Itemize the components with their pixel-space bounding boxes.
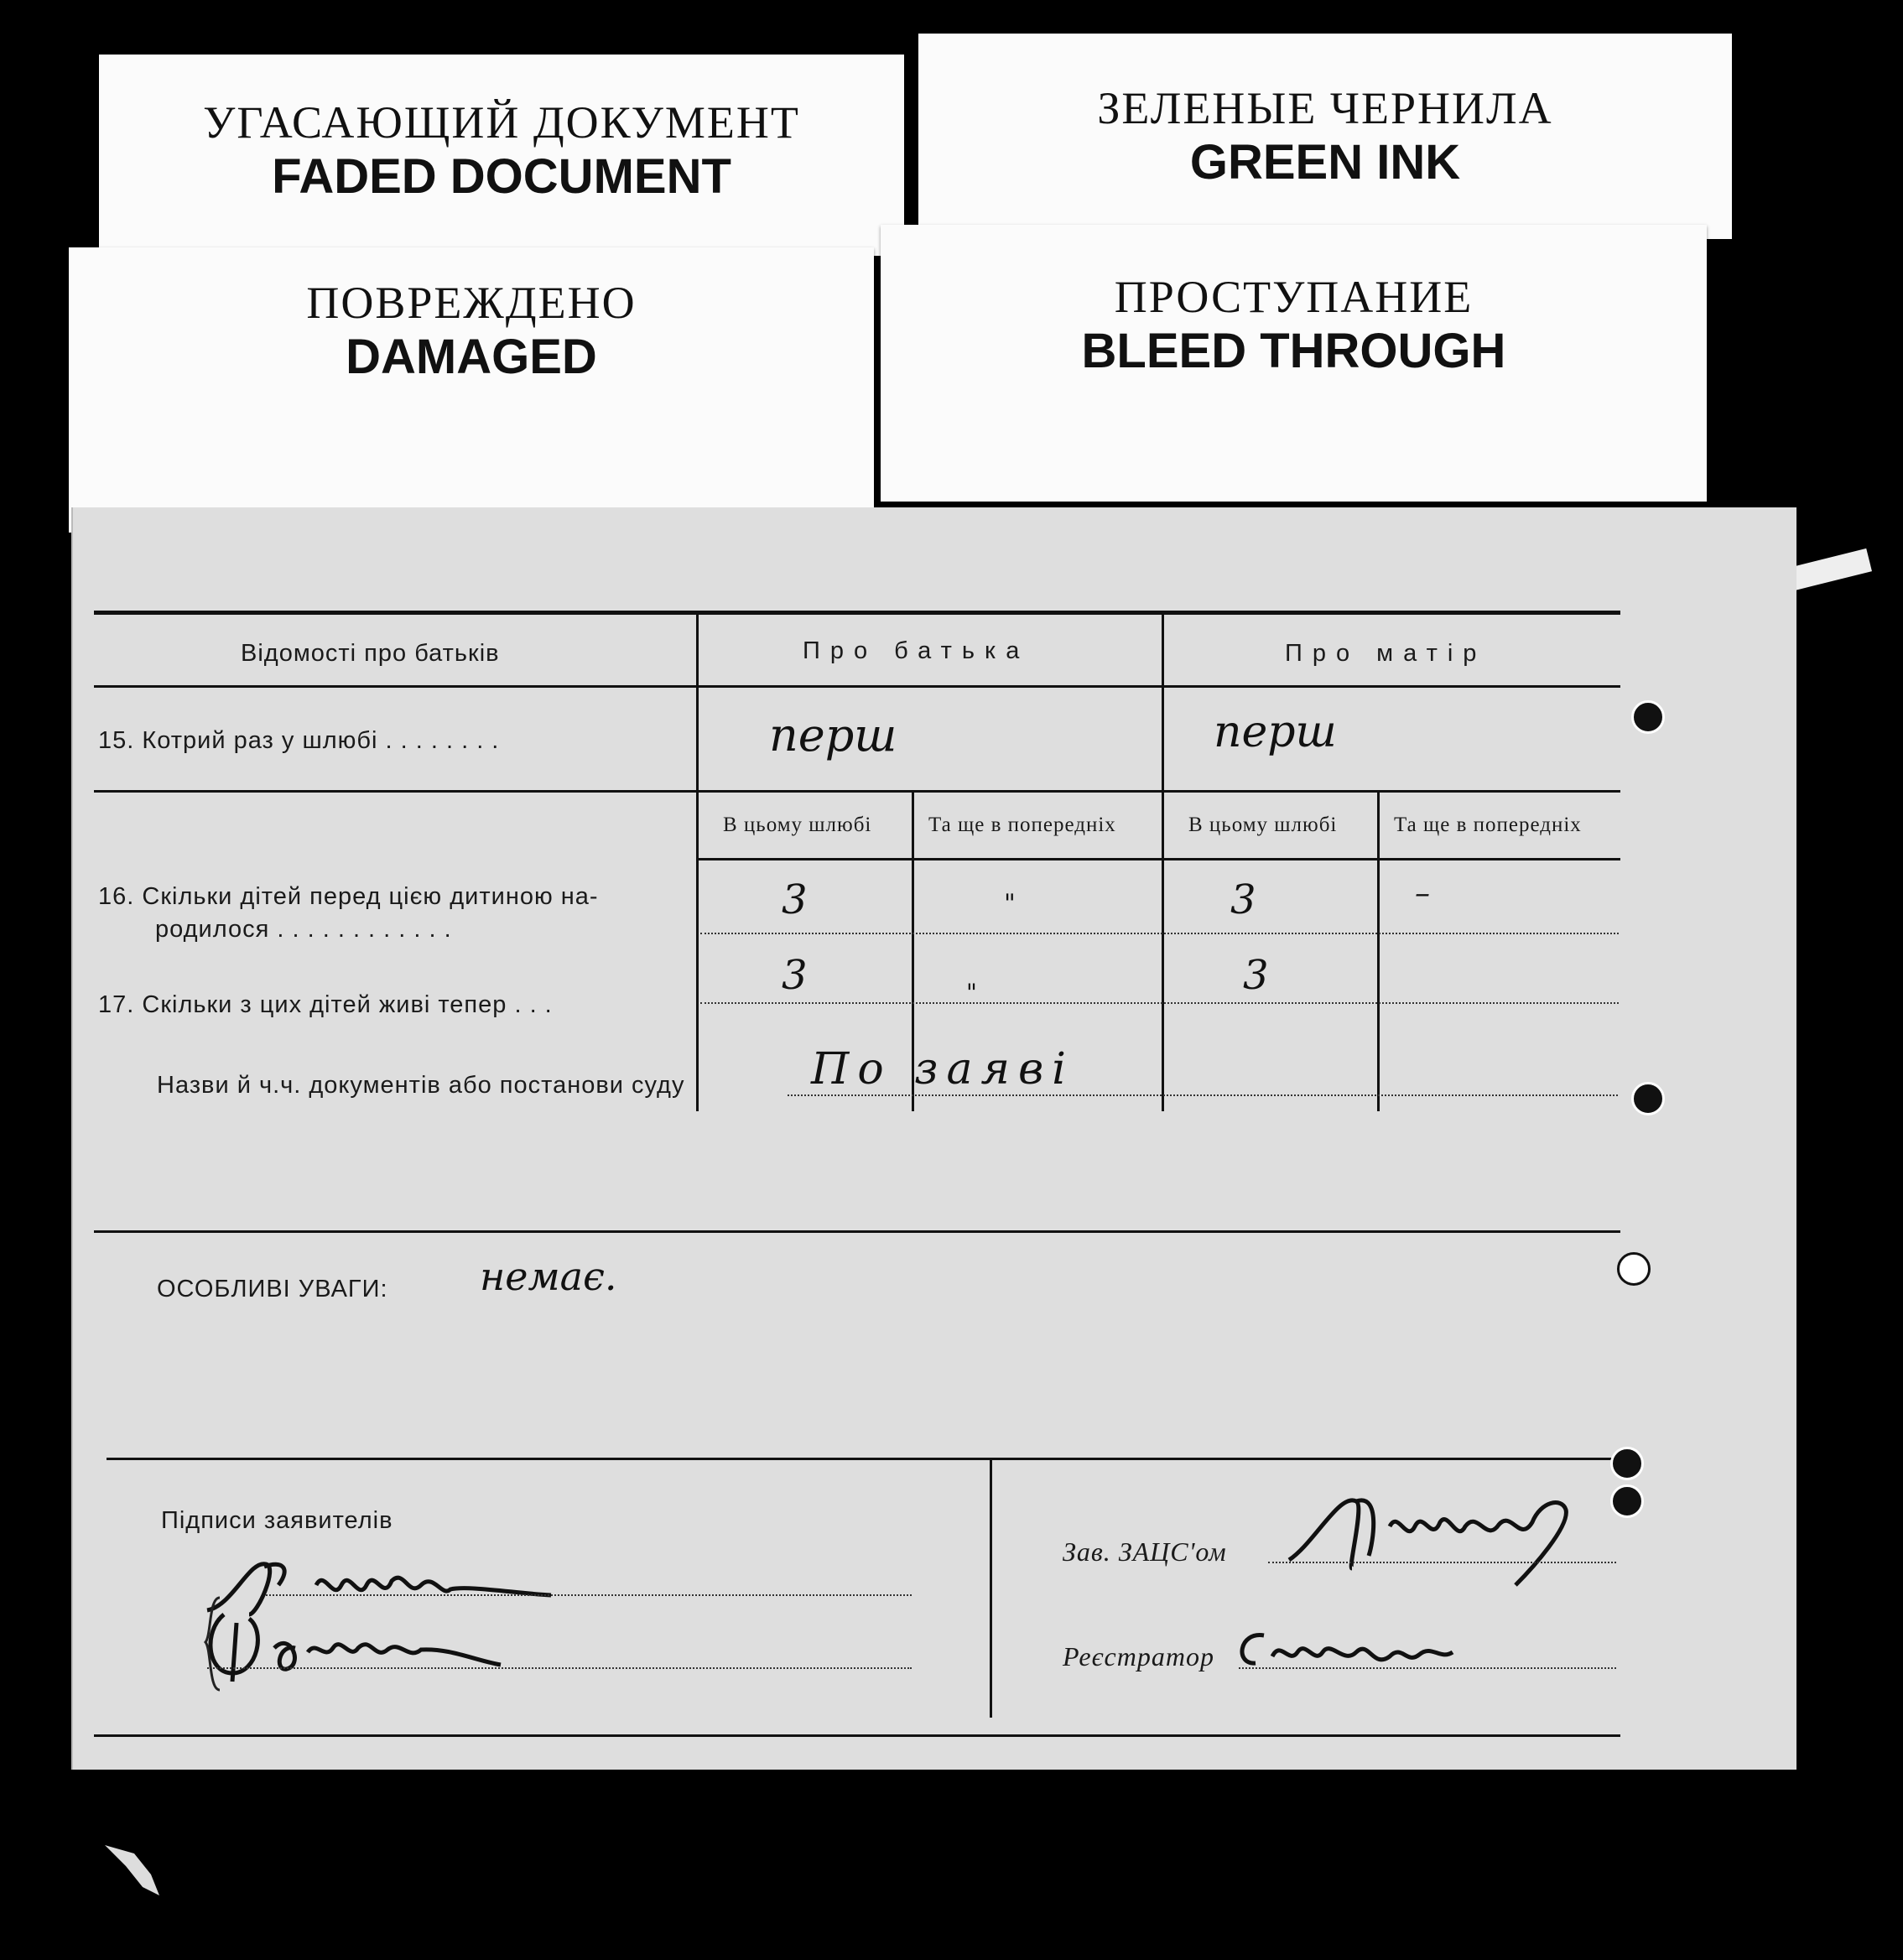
row15-mother-value: перш <box>1214 707 1337 757</box>
sub-mother-this: В цьому шлюбі <box>1188 814 1338 836</box>
row15-label: 15. Котрий раз у шлюбі . . . . . . . . <box>98 727 500 754</box>
registrar-signature-text <box>1264 1635 1286 1645</box>
registrar-label: Реєстратор <box>1063 1641 1214 1671</box>
column-line-sub-mother <box>1377 793 1380 1111</box>
row16-mother-this: 3 <box>1230 876 1256 923</box>
green-ink-label <box>918 34 1732 239</box>
dotted-rule <box>788 1094 1618 1096</box>
bleed-label-en: BLEED THROUGH <box>1081 324 1506 378</box>
rule <box>94 611 1620 615</box>
remarks-label: ОСОБЛИВІ УВАГИ: <box>157 1276 388 1302</box>
sub-father-prev: Та ще в попередніх <box>928 814 1116 836</box>
damaged-label <box>69 247 874 533</box>
rule <box>94 1734 1620 1737</box>
remarks-value: немає. <box>480 1254 617 1299</box>
applicant-signature-2 <box>199 1598 618 1690</box>
dotted-rule <box>1239 1667 1616 1669</box>
punch-hole <box>1610 1484 1644 1518</box>
sub-father-this: В цьому шлюбі <box>723 814 872 836</box>
header-info: Відомості про батьків <box>241 640 500 667</box>
rule <box>107 1458 1620 1460</box>
rule <box>94 1230 1620 1233</box>
brace <box>199 1593 224 1694</box>
row16-label-line1: 16. Скільки дітей перед цією дитиною на- <box>98 883 599 910</box>
faded-label-en: FADED DOCUMENT <box>272 149 731 204</box>
signature-divider <box>990 1458 992 1718</box>
applicant-2-text <box>241 1623 266 1632</box>
header-mother: Про матір <box>1285 640 1487 667</box>
rule <box>94 790 1620 793</box>
registrar-signature <box>1230 1614 1516 1682</box>
applicant-1-text <box>241 1547 274 1557</box>
dotted-rule <box>1268 1562 1616 1563</box>
paper-fragment <box>101 1837 176 1904</box>
row17-label: 17. Скільки з цих дітей живі тепер . . . <box>98 991 553 1018</box>
punch-hole <box>1631 1082 1665 1115</box>
sub-mother-prev: Та ще в попередніх <box>1394 814 1582 836</box>
head-label: Зав. ЗАЦС'ом <box>1063 1536 1227 1567</box>
row17-father-this: 3 <box>782 952 808 999</box>
documents-value: По заяві <box>811 1044 1074 1094</box>
damaged-label-ru: ПОВРЕЖДЕНО <box>306 278 637 328</box>
header-father: Про батька <box>803 637 1030 664</box>
row16-label-line2: родилося . . . . . . . . . . . . <box>155 916 452 943</box>
bleed-label-ru: ПРОСТУПАНИЕ <box>1114 272 1474 322</box>
row16-father-prev: " <box>1004 889 1016 918</box>
green-label-en: GREEN INK <box>1189 135 1461 190</box>
punch-hole <box>1617 1252 1651 1286</box>
head-signature-text <box>1331 1514 1360 1523</box>
row16-father-this: 3 <box>782 876 808 923</box>
dotted-rule <box>700 1002 1619 1004</box>
applicants-label: Підписи заявителів <box>161 1507 393 1534</box>
documents-label: Назви й ч.ч. документів або постанови суду <box>157 1072 685 1099</box>
faded-label-ru: УГАСАЮЩИЙ ДОКУМЕНТ <box>203 97 800 148</box>
row15-father-value: перш <box>769 709 897 762</box>
rule <box>94 685 1620 688</box>
row17-father-prev: " <box>966 979 977 1006</box>
dotted-rule <box>207 1667 912 1669</box>
column-line-info <box>696 612 699 1111</box>
column-line-mid <box>1162 612 1164 1111</box>
rule <box>698 858 1620 860</box>
dotted-rule <box>266 1594 912 1596</box>
row17-mother-this: 3 <box>1243 952 1269 999</box>
head-signature <box>1281 1476 1641 1593</box>
faded-document-label <box>99 55 904 256</box>
punch-hole <box>1631 700 1665 734</box>
dotted-rule <box>700 933 1619 934</box>
bleed-through-label <box>881 225 1707 502</box>
green-label-ru: ЗЕЛЕНЫЕ ЧЕРНИЛА <box>1097 83 1553 133</box>
form-sheet <box>71 507 1796 1770</box>
damaged-label-en: DAMAGED <box>346 330 597 384</box>
paper-tab <box>1789 548 1872 590</box>
row16-mother-prev: – <box>1415 876 1430 911</box>
punch-hole <box>1610 1447 1644 1480</box>
